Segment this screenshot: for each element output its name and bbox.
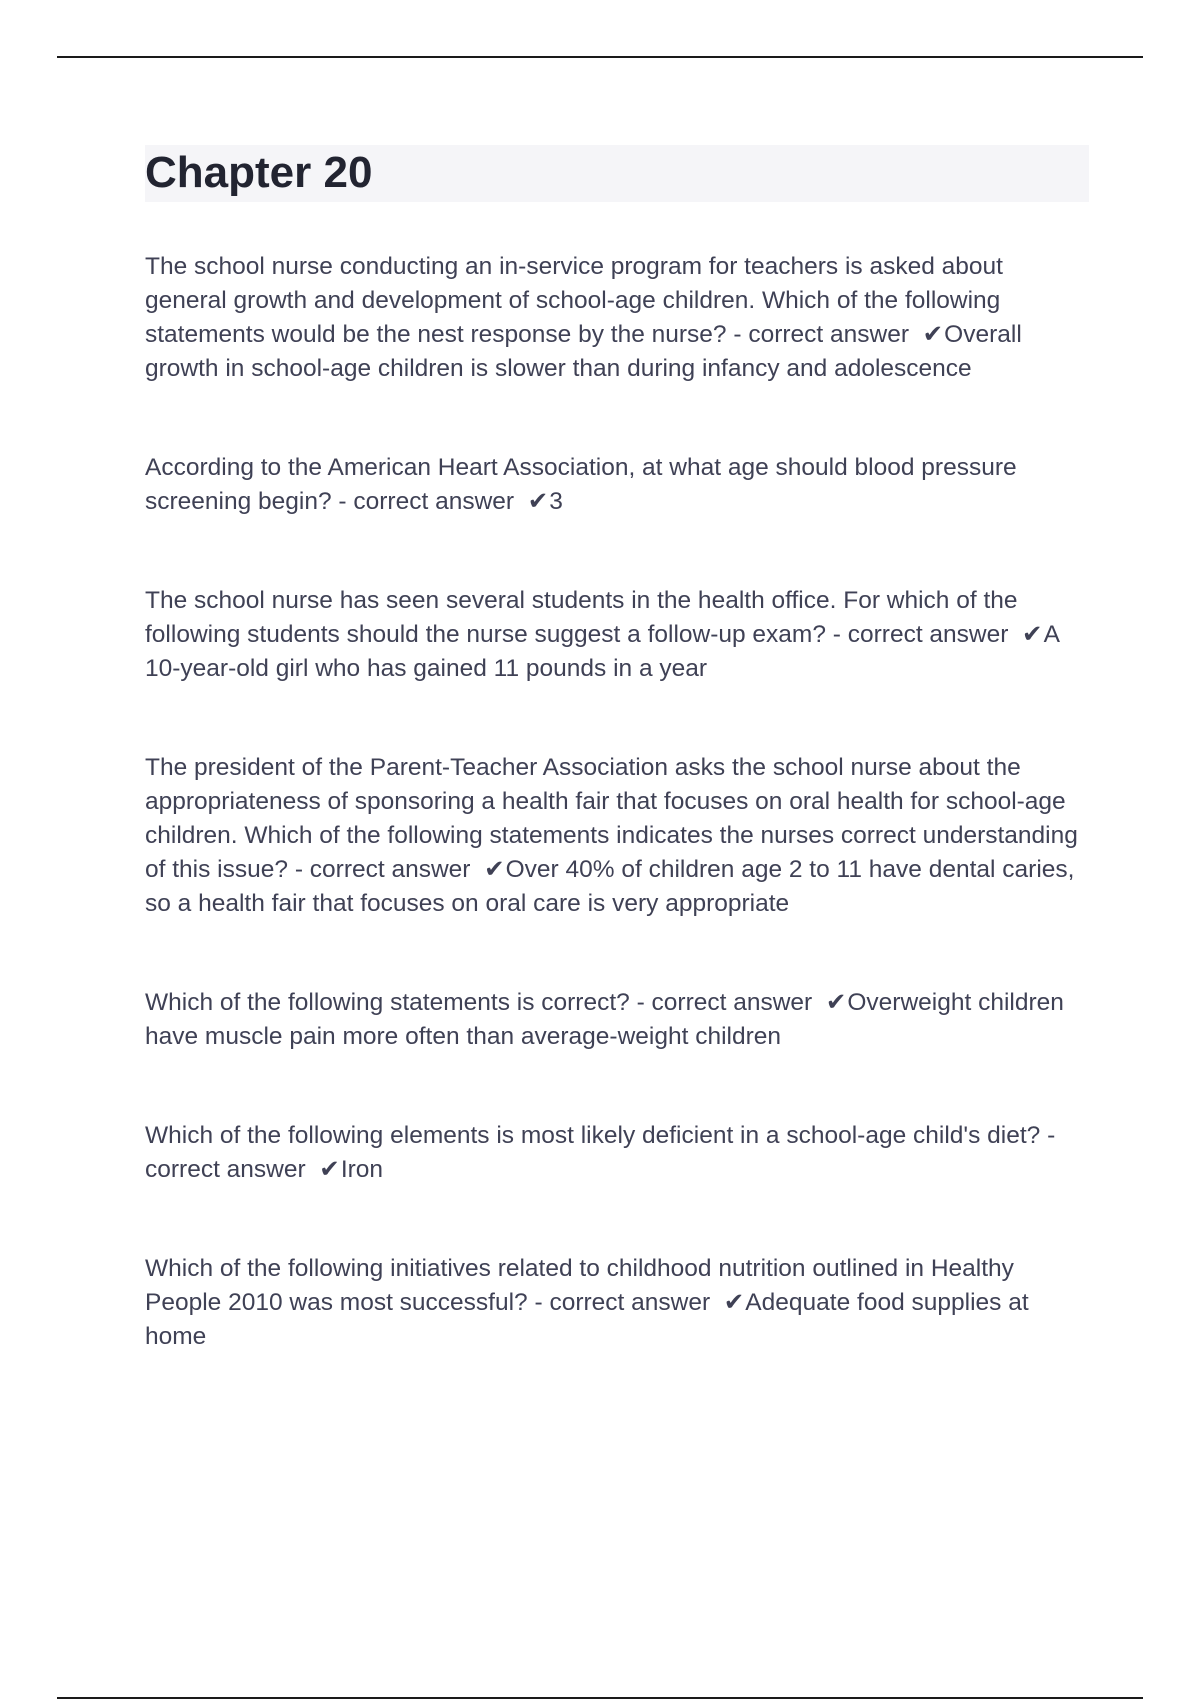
answer-text: Adequate food supplies at home — [145, 1289, 1029, 1350]
qa-item — [145, 1252, 1085, 1354]
answer-label: - correct answer — [338, 488, 515, 515]
qa-item — [145, 986, 1085, 1054]
question-text: Which of the following elements is most likely deficient in a school-age child's diet? — [145, 1122, 1041, 1149]
qa-item — [145, 1119, 1085, 1187]
question-text: According to the American Heart Association, at what age should blood pressure screening begin? — [145, 454, 1017, 515]
qa-item — [145, 451, 1085, 519]
check-icon: ✔ — [922, 321, 944, 348]
check-icon: ✔ — [723, 1289, 745, 1316]
answer-label: - correct answer — [294, 856, 471, 883]
answer-label: - correct answer — [733, 321, 910, 348]
question-text: Which of the following statements is correct? — [145, 989, 630, 1016]
answer-text: 3 — [549, 488, 563, 515]
answer-text: Overall growth in school-age children is slower than during infancy and adolescence — [145, 321, 1022, 382]
check-icon: ✔ — [1022, 621, 1043, 648]
question-text: The president of the Parent-Teacher Association asks the school nurse about the appropriateness of sponsoring a health fair that focuses on oral health for school-age children. Which of the following statements indicates the nurses correct understanding of this issue? — [145, 754, 1078, 883]
answer-label: - correct answer — [636, 989, 813, 1016]
answer-label: - correct answer — [832, 621, 1009, 648]
answer-text: Overweight children have muscle pain more often than average-weight children — [145, 989, 1064, 1050]
qa-item — [145, 751, 1085, 921]
answer-text: Iron — [340, 1156, 384, 1183]
check-icon: ✔ — [319, 1156, 340, 1183]
answer-label: - correct answer — [534, 1289, 711, 1316]
question-text: The school nurse conducting an in-service program for teachers is asked about general growth and development of school-age children. Which of the following statements would be the nest response by the nurse? — [145, 253, 1003, 348]
chapter-title: Chapter 20 — [145, 148, 373, 197]
bottom-divider — [57, 1697, 1143, 1699]
qa-list — [145, 250, 1085, 1354]
check-icon: ✔ — [484, 856, 505, 883]
question-text: Which of the following initiatives related to childhood nutrition outlined in Healthy People 2010 was most successful? — [145, 1255, 1014, 1316]
qa-item — [145, 584, 1085, 686]
check-icon: ✔ — [825, 989, 847, 1016]
check-icon: ✔ — [527, 488, 549, 515]
answer-text: Over 40% of children age 2 to 11 have dental caries, so a health fair that focuses on oral care is very appropriate — [145, 856, 1075, 917]
chapter-header — [145, 145, 1089, 202]
answer-text: A 10-year-old girl who has gained 11 pounds in a year — [145, 621, 1059, 682]
question-text: The school nurse has seen several students in the health office. For which of the following students should the nurse suggest a follow-up exam? — [145, 587, 1018, 648]
top-divider — [57, 56, 1143, 58]
qa-item — [145, 250, 1085, 386]
answer-label: - correct answer — [145, 1122, 1056, 1183]
